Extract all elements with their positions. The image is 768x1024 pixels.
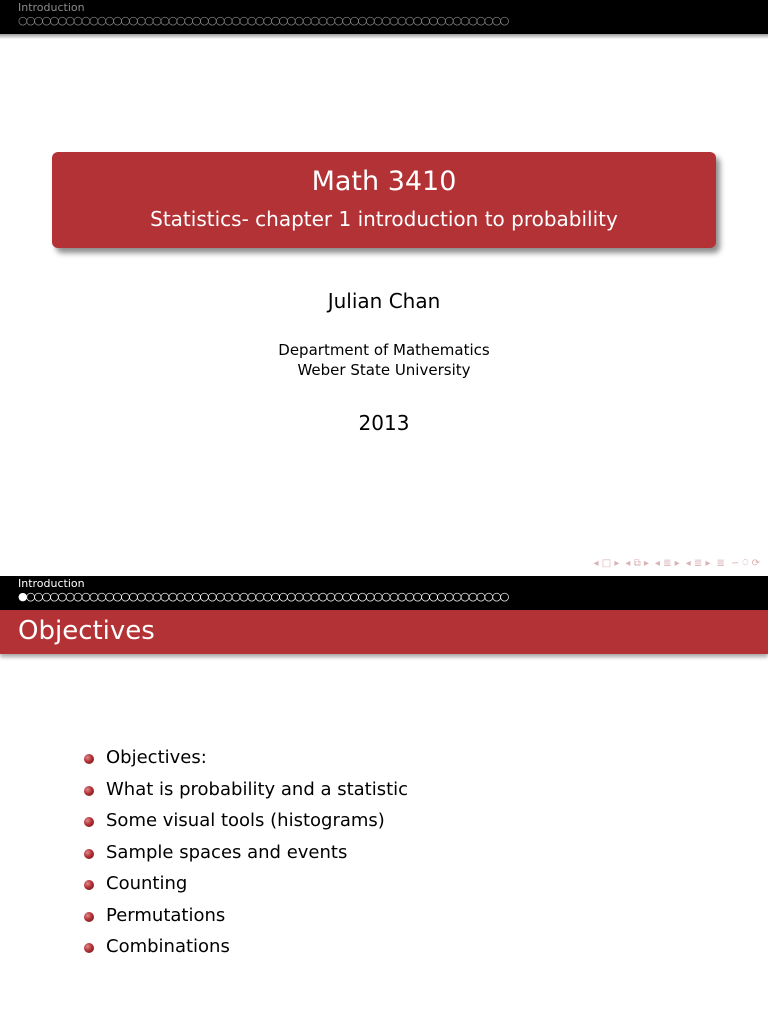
list-item	[84, 776, 408, 808]
author: Julian Chan	[327, 289, 441, 313]
list-item-text: Objectives:	[106, 747, 207, 768]
section-nav-2-icon[interactable]: ◂ ≣ ▸	[685, 557, 711, 569]
section-nav-icon[interactable]: ◂ ≣ ▸	[654, 557, 680, 569]
frame-title: Objectives	[18, 616, 155, 646]
list-item-text: Permutations	[106, 904, 226, 926]
objectives-list	[84, 744, 408, 965]
bullet-ball-icon	[84, 912, 94, 922]
objectives-slide	[0, 576, 768, 1024]
list-item-text: Counting	[106, 873, 188, 894]
slide-title: Math 3410	[311, 166, 457, 197]
search-icon[interactable]: ∽ ⍥ ⟳	[730, 557, 760, 569]
list-item-text: Combinations	[106, 936, 230, 957]
bullet-ball-icon	[84, 817, 94, 827]
align-icon[interactable]: ≣	[716, 557, 725, 569]
section-label[interactable]: Introduction	[18, 1, 85, 14]
section-label[interactable]: Introduction	[18, 577, 85, 590]
date: 2013	[358, 411, 410, 435]
slide-subtitle: Statistics- chapter 1 introduction to probability	[150, 207, 618, 231]
list-item	[84, 870, 408, 902]
beamer-navigation-bar	[594, 555, 760, 571]
frame-title-bar	[0, 610, 768, 654]
list-item-text: What is probability and a statistic	[106, 778, 409, 800]
progress-dots[interactable]: ○○○○○○○○○○○○○○○○○○○○○○○○○○○○○○○○○○○○○○○○○○○○○○○○○○○○○○○○○○○○○○	[18, 14, 508, 27]
list-item	[84, 839, 408, 871]
title-box	[52, 152, 716, 248]
bullet-ball-icon	[84, 754, 94, 764]
list-item	[84, 807, 408, 839]
progress-dots[interactable]: ●○○○○○○○○○○○○○○○○○○○○○○○○○○○○○○○○○○○○○○○○○○○○○○○○○○○○○○○○○○○○○	[18, 590, 508, 603]
list-item	[84, 744, 408, 776]
headline-shadow	[0, 34, 768, 39]
list-item-text: Sample spaces and events	[106, 841, 348, 863]
institute-line-2: Weber State University	[297, 361, 471, 379]
bullet-ball-icon	[84, 880, 94, 890]
list-item	[84, 902, 408, 934]
subsection-nav-icon[interactable]: ◂ ⧉ ▸	[625, 557, 649, 569]
headline-bar	[0, 0, 768, 34]
list-item	[84, 933, 408, 965]
bullet-ball-icon	[84, 943, 94, 953]
frame-nav-icon[interactable]: ◂ □ ▸	[593, 557, 620, 569]
bullet-ball-icon	[84, 849, 94, 859]
bullet-ball-icon	[84, 786, 94, 796]
list-item-text: Some visual tools (histograms)	[106, 810, 385, 831]
institute-line-1: Department of Mathematics	[278, 341, 490, 359]
headline-bar	[0, 576, 768, 610]
